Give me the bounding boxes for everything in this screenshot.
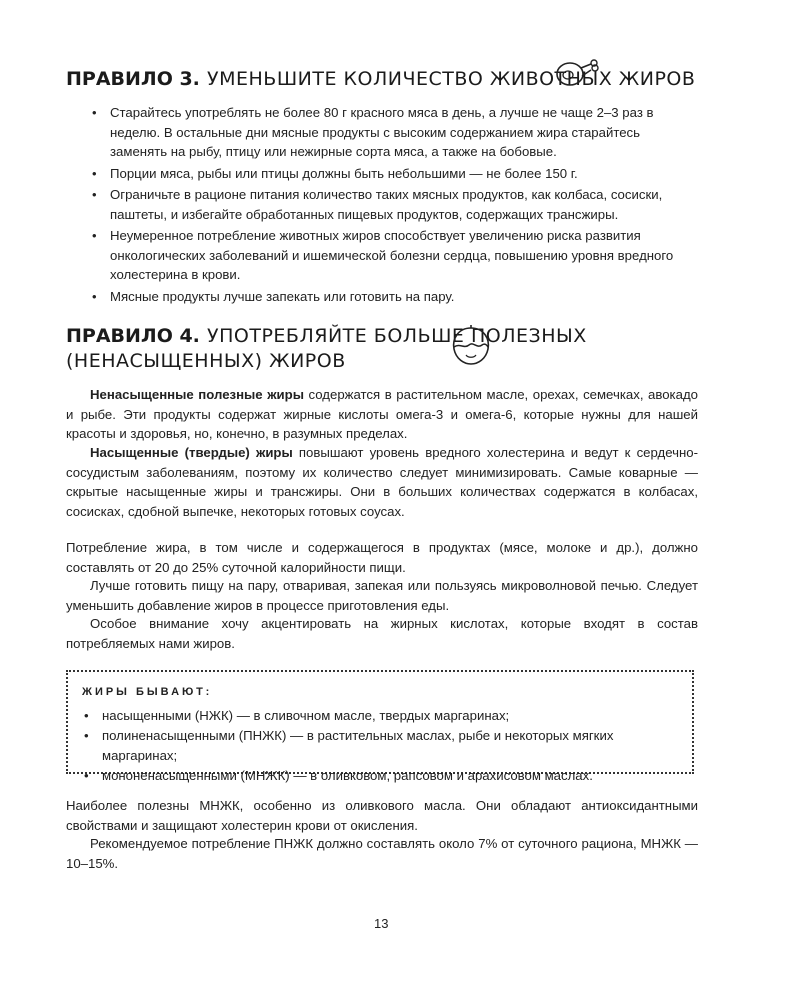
list-item: • Ограничьте в рационе питания количество таких мясных продуктов, как колбаса, сосиски, паштеты, и избегайте обработанных пищевых продуктов, содержащих трансжиры. (66, 185, 698, 224)
meat-leg-icon (554, 56, 602, 90)
page-number: 13 (374, 916, 389, 931)
hazelnut-icon (448, 325, 494, 367)
rule3-title: УМЕНЬШИТЕ КОЛИЧЕСТВО ЖИВОТНЫХ ЖИРОВ (207, 68, 696, 90)
fats-box-title: ЖИРЫ БЫВАЮТ: (82, 686, 213, 698)
rule4-title-line1: УПОТРЕБЛЯЙТЕ БОЛЬШЕ ПОЛЕЗНЫХ (207, 325, 587, 347)
rule4-heading (66, 324, 587, 374)
list-item: • Неумеренное потребление животных жиров способствует увеличению риска развития онкологических заболеваний и ишемической болезни сердца, повышению уровня вредного холестерина в крови. (66, 226, 698, 285)
fats-box-list (82, 706, 682, 786)
paragraph-recommended: Рекомендуемое потребление ПНЖК должно составлять около 7% от суточного рациона, МНЖК — 10–15%. (66, 836, 698, 871)
list-item: • полиненасыщенными (ПНЖК) — в растительных маслах, рыбе и некоторых мягких маргаринах; (82, 726, 682, 766)
list-item: • насыщенными (НЖК) — в сливочном масле, твердых маргаринах; (82, 706, 682, 726)
rule4-number: ПРАВИЛО 4. (66, 325, 200, 347)
list-item: • Порции мяса, рыбы или птицы должны быть небольшими — не более 150 г. (66, 164, 698, 184)
paragraph-text: содержатся в растительном масле, орехах, семечках, авокадо и рыбе. Эти продукты содержат жирные кислоты омега-3 и омега-6, которые нужны для нашей красоты и здоровья, но, конечно, в разумных пределах. (66, 387, 698, 441)
list-item: • Старайтесь употреблять не более 80 г красного мяса в день, а лучше не чаще 2–3 раз в неделю. В остальные дни мясные продукты с высоким содержанием жира старайтесь заменять на рыбу, птицу или нежирные сорта мяса, а также на бобовые. (66, 103, 698, 162)
term-unsaturated: Ненасыщенные полезные жиры (90, 387, 304, 402)
paragraph-cooking: Лучше готовить пищу на пару, отваривая, запекая или пользуясь микроволновой печью. Следует уменьшить добавление жиров в процессе приготовления еды. (66, 578, 698, 613)
term-saturated: Насыщенные (твердые) жиры (90, 445, 293, 460)
paragraph-mufa: Наиболее полезны МНЖК, особенно из оливкового масла. Они обладают антиоксидантными свойствами и защищают холестерин крови от окисления. (66, 798, 698, 833)
rule3-list (66, 103, 698, 308)
list-item: • Мясные продукты лучше запекать или готовить на пару. (66, 287, 698, 307)
list-item: • мононенасыщенными (МНЖК) — в оливковом, рапсовом и арахисовом маслах. (82, 766, 682, 786)
rule4-title-line2: (НЕНАСЫЩЕННЫХ) ЖИРОВ (66, 350, 346, 372)
paragraph-fatty-acids: Особое внимание хочу акцентировать на жирных кислотах, которые входят в состав потребляемых нами жиров. (66, 616, 698, 651)
paragraph-saturated (66, 443, 698, 521)
paragraph-text: повышают уровень вредного холестерина и ведут к сердечно-сосудистым заболеваниям, поэтому их количество следует минимизировать. Самые коварные — скрытые насыщенные жиры и трансжиры. Они в больших количествах содержатся в колбасах, сосисках, сдобной выпечке, некоторых готовых соусах. (66, 445, 698, 519)
rule3-number: ПРАВИЛО 3. (66, 68, 200, 90)
fats-types-box (66, 670, 694, 783)
paragraph-unsaturated (66, 385, 698, 444)
paragraph-fat-intake: Потребление жира, в том числе и содержащегося в продуктах (мясе, молоке и др.), должно составлять от 20 до 25% суточной калорийности пищи. (66, 540, 698, 575)
